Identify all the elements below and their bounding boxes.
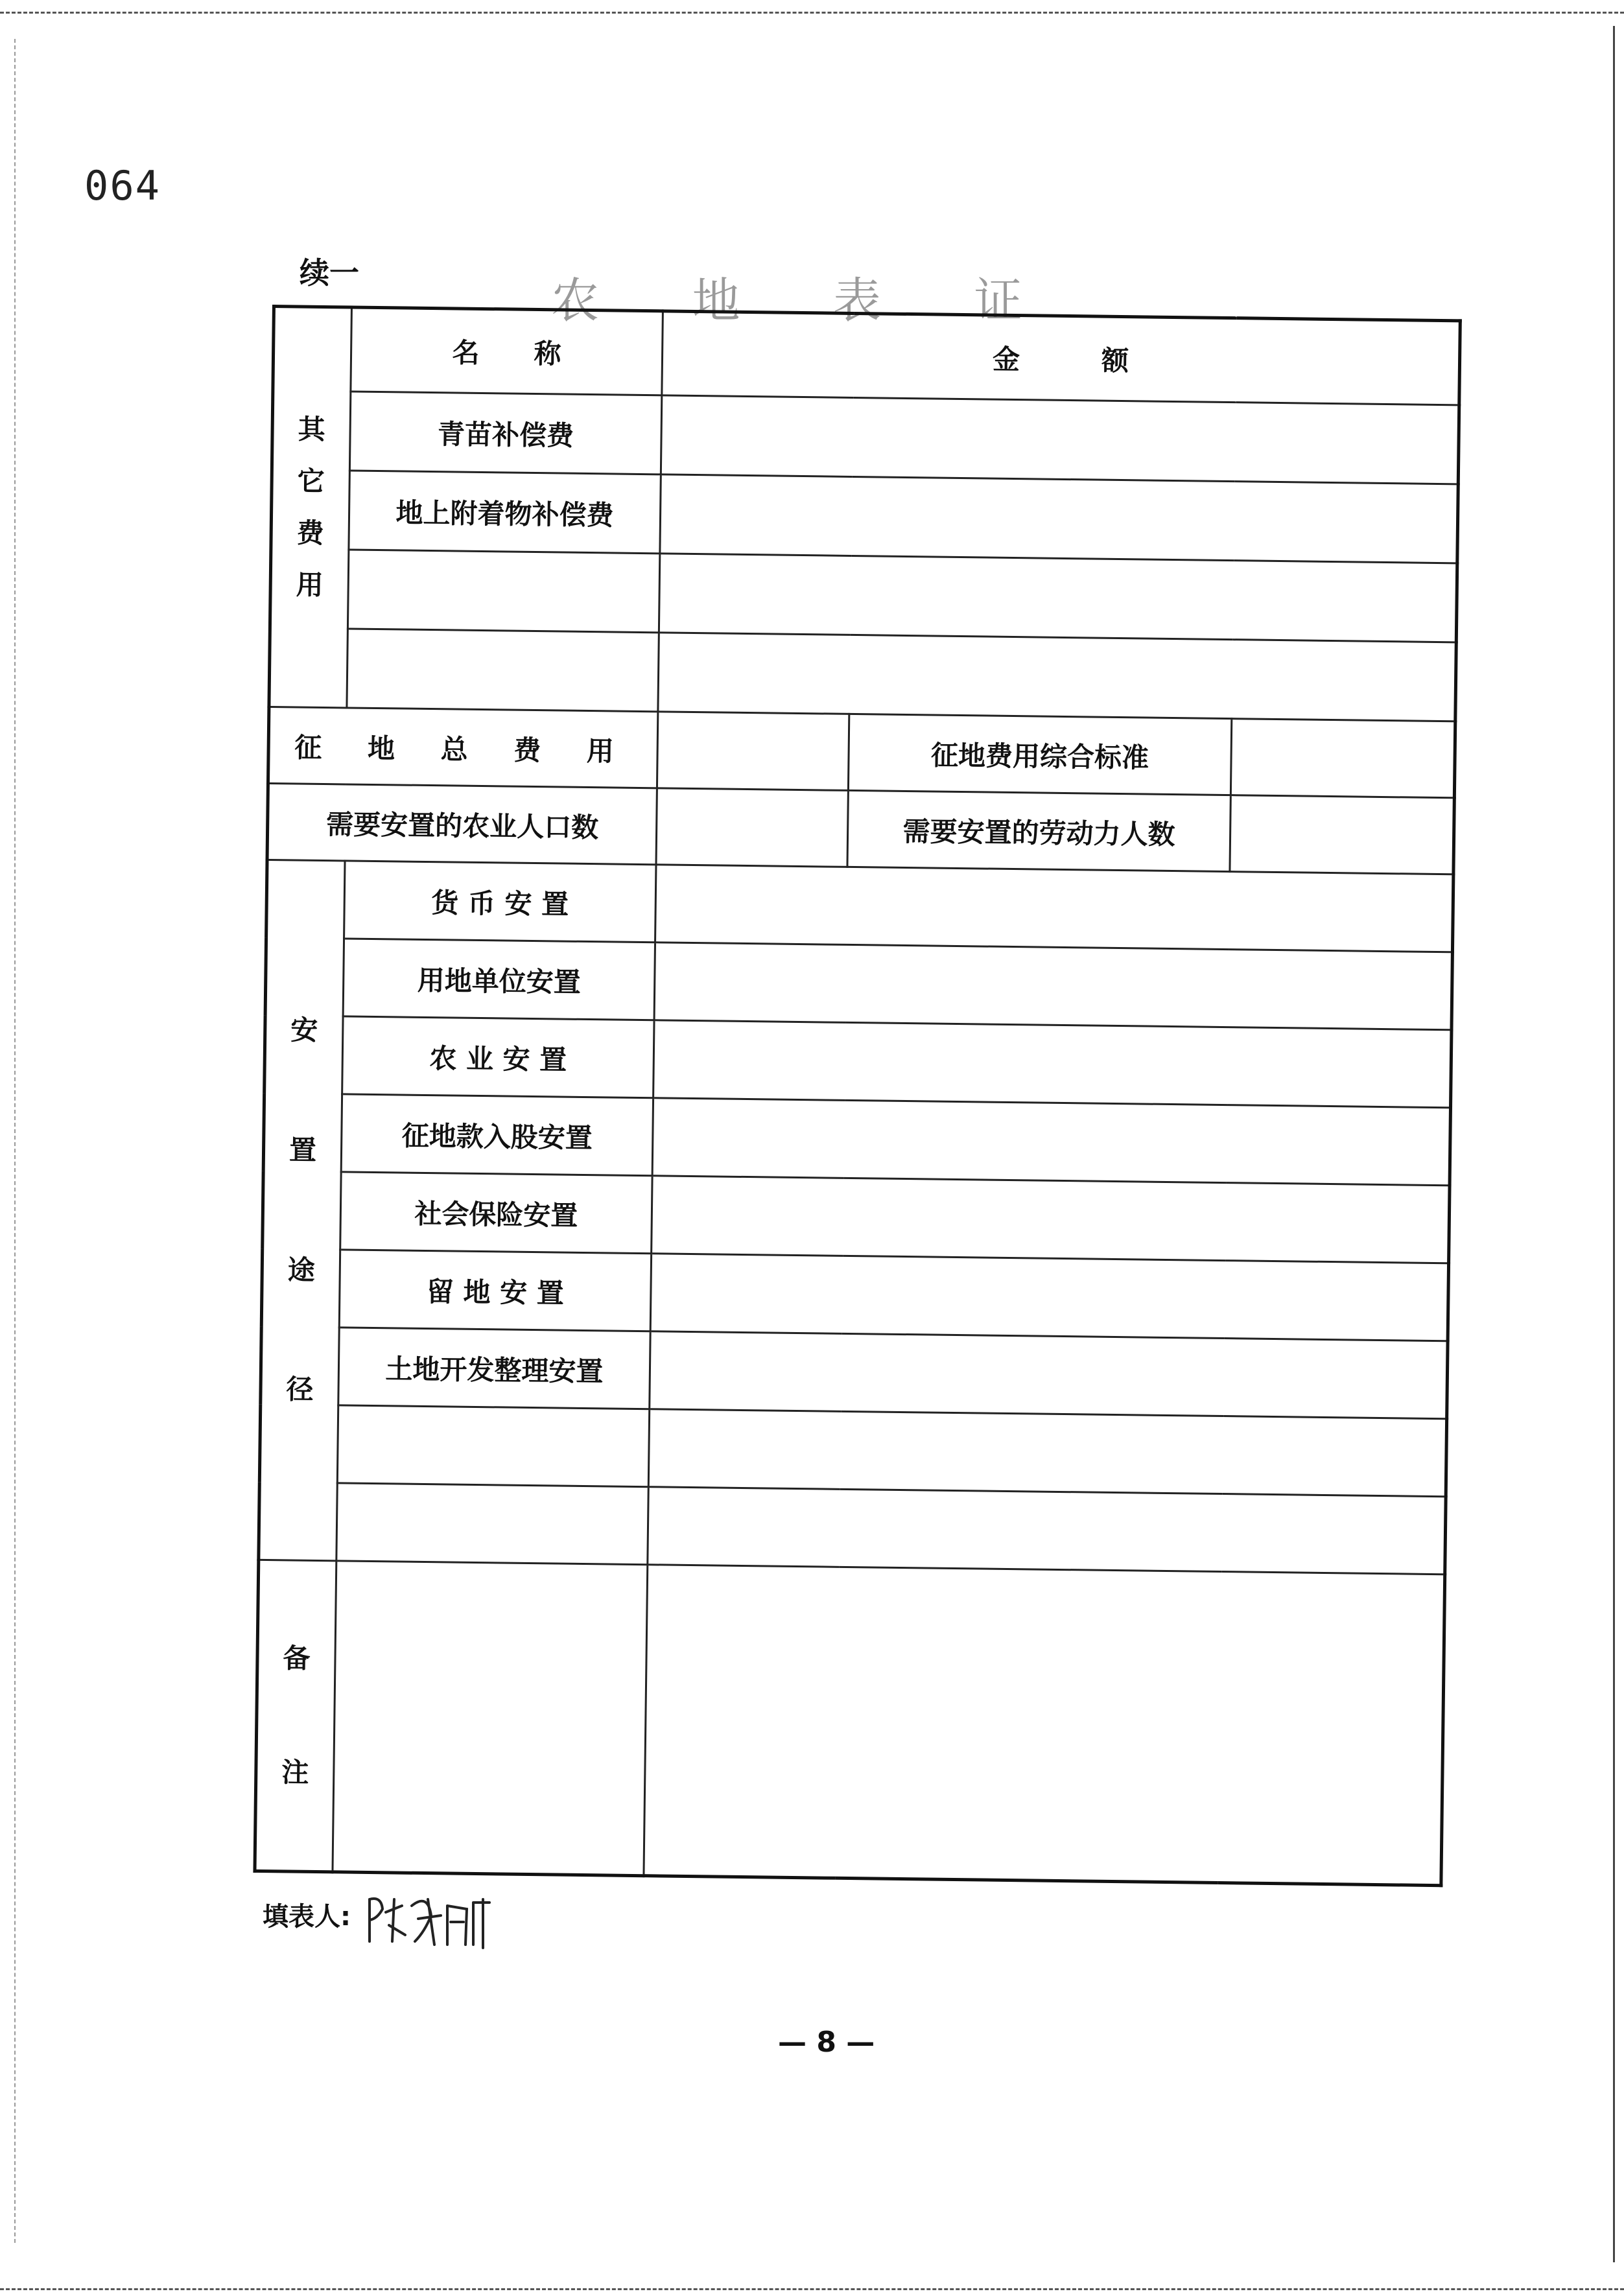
other-fee-name: 青苗补偿费 xyxy=(349,392,661,474)
other-fee-row xyxy=(271,470,1458,563)
resettlement-amount[interactable] xyxy=(654,943,1452,1030)
continuation-label: 续一 xyxy=(300,255,359,290)
other-fee-row xyxy=(270,549,1457,642)
remarks-row xyxy=(255,1560,1445,1885)
resettlement-amount[interactable] xyxy=(650,1254,1448,1341)
standard-fee-label: 征地费用综合标准 xyxy=(848,714,1231,795)
resettlement-amount[interactable] xyxy=(648,1487,1446,1575)
population-row xyxy=(267,783,1454,874)
resettlement-name: 货 币 安 置 xyxy=(344,861,656,943)
other-fee-amount[interactable] xyxy=(660,474,1458,563)
agri-population-label: 需要安置的农业人口数 xyxy=(267,783,657,864)
other-fee-amount[interactable] xyxy=(659,554,1457,642)
scan-right-edge xyxy=(1613,26,1615,2262)
resettlement-row xyxy=(263,1171,1450,1263)
labor-count-label: 需要安置的劳动力人数 xyxy=(847,790,1230,871)
resettlement-amount[interactable] xyxy=(650,1331,1448,1419)
total-fee-row xyxy=(268,707,1455,797)
labor-count-value[interactable] xyxy=(1230,795,1454,874)
land-acquisition-form xyxy=(253,305,1459,1920)
resettlement-name: 社会保险安置 xyxy=(340,1172,652,1254)
filler-signature xyxy=(363,1880,506,1951)
total-fee-label: 征 地 总 费 用 xyxy=(268,707,657,788)
resettlement-row xyxy=(265,937,1452,1029)
resettlement-name: 土地开发整理安置 xyxy=(338,1328,650,1409)
other-fee-amount[interactable] xyxy=(658,633,1456,721)
remarks-name-cell[interactable] xyxy=(333,1561,648,1876)
resettlement-group-label: 安 置 途 径 xyxy=(286,1014,318,1406)
scan-bottom-edge xyxy=(0,2288,1624,2290)
resettlement-row xyxy=(266,860,1453,952)
resettlement-row xyxy=(259,1482,1446,1574)
other-fee-name[interactable] xyxy=(347,550,659,633)
other-fee-amount[interactable] xyxy=(661,395,1459,484)
scan-left-edge xyxy=(14,39,16,2243)
resettlement-amount[interactable] xyxy=(653,1020,1452,1108)
other-fee-name: 地上附着物补偿费 xyxy=(349,471,661,554)
resettlement-name: 征地款入股安置 xyxy=(341,1094,653,1176)
resettlement-row xyxy=(261,1326,1448,1418)
resettlement-amount[interactable] xyxy=(648,1409,1446,1497)
resettlement-group-cell xyxy=(259,860,345,1560)
resettlement-amount[interactable] xyxy=(652,1176,1450,1263)
remarks-group-cell xyxy=(255,1560,336,1871)
resettlement-name: 留 地 安 置 xyxy=(339,1250,651,1331)
resettlement-row xyxy=(259,1404,1446,1496)
resettlement-row xyxy=(261,1248,1448,1341)
standard-fee-value[interactable] xyxy=(1230,719,1455,798)
resettlement-amount[interactable] xyxy=(652,1098,1450,1186)
resettlement-amount[interactable] xyxy=(655,865,1453,952)
other-fees-group-cell xyxy=(269,307,352,708)
header-row xyxy=(273,307,1460,405)
scan-top-edge xyxy=(0,12,1624,14)
name-column-header: 名 称 xyxy=(351,307,663,395)
form-title: 农 地 表 证 xyxy=(551,273,1061,329)
agri-population-value[interactable] xyxy=(656,788,848,867)
form-table xyxy=(253,305,1461,1887)
amount-column-header: 金 额 xyxy=(662,311,1461,405)
filler-label: 填表人: xyxy=(263,1902,351,1932)
resettlement-row xyxy=(265,1015,1452,1107)
resettlement-name[interactable] xyxy=(336,1483,648,1565)
other-fee-row xyxy=(269,627,1456,721)
page-number: — 8 — xyxy=(778,2026,875,2059)
remarks-group-label: 备 注 xyxy=(281,1641,311,1788)
other-fee-row xyxy=(272,391,1459,484)
page-code: 064 xyxy=(84,162,161,209)
resettlement-name[interactable] xyxy=(337,1405,649,1487)
total-fee-value[interactable] xyxy=(657,712,849,791)
resettlement-name: 农 业 安 置 xyxy=(342,1016,654,1098)
other-fees-group-label: 其 它 费 用 xyxy=(296,413,325,601)
remarks-content[interactable] xyxy=(644,1565,1445,1886)
resettlement-row xyxy=(263,1093,1450,1185)
other-fee-name[interactable] xyxy=(347,629,659,712)
resettlement-name: 用地单位安置 xyxy=(343,939,655,1020)
